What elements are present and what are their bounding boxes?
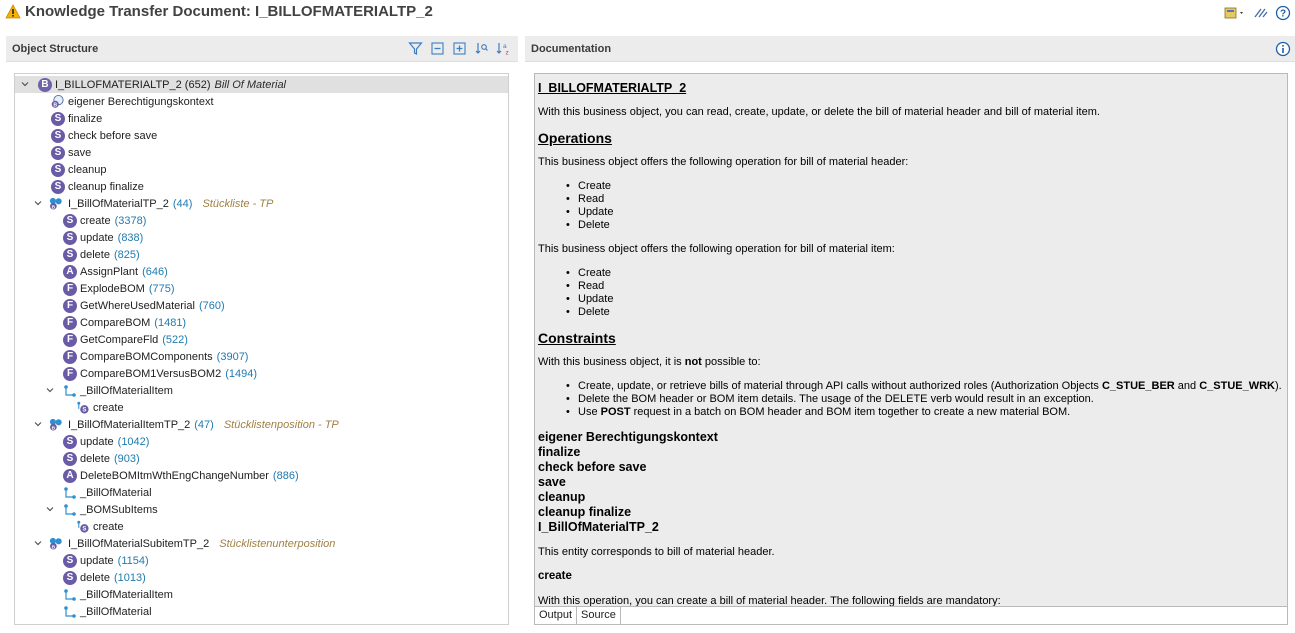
tree-count: (3378) [114,214,147,227]
action-a-icon: A [63,265,77,279]
tree-row-cleanup[interactable] [15,161,508,178]
tree-count: (1481) [154,316,187,329]
tree-count: (903) [113,452,140,465]
doc-create-text: With this operation, you can create a bill of material header. The following fields are mandatory: [538,595,1001,607]
doc-ops-item-text: This business object offers the following operation for bill of material item: [538,243,895,255]
tree-label: ExplodeBOM [80,282,145,295]
doc-bold-item: cleanup [538,490,586,504]
tab-source[interactable]: Source [577,607,621,624]
function-f-icon: F [63,350,77,364]
tree-row-assoc-bom-item[interactable] [15,382,508,399]
tree-row-assoc-bom[interactable] [15,484,508,501]
service-s-icon: S [63,231,77,245]
doc-list-item: • Delete [578,219,610,231]
svg-text:a: a [503,43,507,50]
chevron-down-icon[interactable] [33,198,43,208]
association-icon [63,588,77,602]
tree-row-compare-bom[interactable] [15,314,508,331]
function-f-icon: F [63,333,77,347]
tree-label: check before save [68,129,158,142]
association-icon [63,503,77,517]
tree-label: GetCompareFld [80,333,159,346]
tree-row-cleanup-finalize[interactable] [15,178,508,195]
tree-count: (3907) [216,350,249,363]
collapse-all-icon[interactable] [429,40,446,57]
doc-constraints-intro: With this business object, it is not possible to: [538,356,761,368]
tree-label: delete [80,571,110,584]
service-s-icon: S [51,112,65,126]
tree-count: (1494) [225,367,258,380]
tree-label: _BillOfMaterialItem [80,588,173,601]
tree-label: cleanup [68,163,107,176]
doc-constraint-item: • Use POST request in a batch on BOM header and BOM item together to create a new material BOM. [578,406,1070,418]
tree-row-assoc-bom-item[interactable] [15,586,508,603]
doc-list-item: • Create [578,267,611,279]
chevron-down-icon[interactable] [33,419,43,429]
doc-heading: I_BILLOFMATERIALTP_2 [538,81,687,95]
svg-text:z: z [505,49,509,56]
association-icon [63,486,77,500]
tree-count: (522) [162,333,188,346]
tree-label: GetWhereUsedMaterial [80,299,195,312]
tree-row-compare-bom-components[interactable] [15,348,508,365]
tree-row-save[interactable] [15,144,508,161]
tree-row-check-before-save[interactable] [15,127,508,144]
entity-label: I_BillOfMaterialItemTP_2 [68,418,191,431]
doc-bold-item: check before save [538,460,647,474]
tree-count: (760) [198,299,225,312]
doc-intro: With this business object, you can read, create, update, or delete the bill of material header and bill of material item. [538,106,1100,118]
auth-context-icon [51,95,65,109]
tree-label: CompareBOM1VersusBOM2 [80,367,222,380]
tree-label: _BOMSubItems [80,503,158,516]
tree-label: finalize [68,112,103,125]
function-f-icon: F [63,367,77,381]
service-s-icon: S [51,129,65,143]
window-title: Knowledge Transfer Document: I_BILLOFMATERIALTP_2 [25,3,433,20]
doc-list-item: • Read [578,193,604,205]
documentation-tabs [534,607,1288,625]
svg-text:B: B [51,425,56,431]
tree-row-entity-bom[interactable] [15,195,508,212]
tree-count: (1013) [113,571,146,584]
doc-bold-item: finalize [538,445,581,459]
tree-label: update [80,554,114,567]
svg-text:S: S [82,407,87,414]
sort-icon[interactable] [473,40,490,57]
service-s-icon: S [63,248,77,262]
tree-label: _BillOfMaterial [80,486,152,499]
tree-count: (1154) [117,554,149,567]
tree-label: create [80,214,111,227]
doc-list-item: • Delete [578,306,610,318]
entity-label: I_BillOfMaterialSubitemTP_2 [68,537,210,550]
doc-entity-text: This entity corresponds to bill of material header. [538,546,775,558]
tree-count: (646) [142,265,168,278]
function-f-icon: F [63,282,77,296]
tree-row-assoc-create[interactable] [15,399,508,416]
filter-icon[interactable] [407,40,424,57]
object-structure-header [6,36,518,62]
doc-list-item: • Update [578,206,613,218]
tree-row-assign-plant[interactable] [15,263,508,280]
chevron-down-icon[interactable] [45,504,55,514]
tree-count: (886) [272,469,299,482]
tree-row-explode-bom[interactable] [15,280,508,297]
tree-label: _BillOfMaterial [80,605,152,618]
tree-label: cleanup finalize [68,180,144,193]
tree-label: CompareBOMComponents [80,350,213,363]
chevron-down-icon[interactable] [20,79,30,89]
doc-create-heading: create [538,570,572,582]
tree-row-compare-bom1-versus-bom2[interactable] [15,365,508,382]
create-by-association-icon [76,401,90,415]
warning-icon [5,4,21,19]
entity-label: I_BillOfMaterialTP_2 [68,197,169,210]
tree-row-get-compare-fld[interactable] [15,331,508,348]
tree-row-update[interactable] [15,552,508,569]
doc-operations-heading: Operations [538,130,612,146]
entity-desc: Stücklistenposition - TP [223,418,339,431]
entity-count: (47) [194,418,214,431]
tree-label: eigener Berechtigungskontext [68,95,214,108]
tree-row-delete[interactable] [15,450,508,467]
tree-label: delete [80,248,110,261]
doc-list-item: • Create [578,180,611,192]
function-f-icon: F [63,316,77,330]
service-s-icon: S [51,146,65,160]
service-s-icon: S [63,435,77,449]
object-structure-title: Object Structure [12,42,99,55]
doc-constraint-item: • Create, update, or retrieve bills of material through API calls without authorized roles (Authorization Objects C_STUE_BER and C_STUE_WRK). [578,380,1282,392]
entity-desc: Stückliste - TP [202,197,274,210]
tree-label: create [93,520,124,533]
tree-label: update [80,231,114,244]
service-s-icon: S [63,554,77,568]
svg-text:?: ? [1279,8,1287,20]
tree-label: create [93,401,124,414]
tree-label: update [80,435,114,448]
tree-count: (838) [117,231,144,244]
association-icon [63,605,77,619]
tree-row-finalize[interactable] [15,110,508,127]
tree-row-entity-bom-subitem[interactable] [15,535,508,552]
service-s-icon: S [51,163,65,177]
link-icon[interactable] [1253,5,1269,21]
entity-icon [49,417,63,431]
tree-row-create[interactable] [15,212,508,229]
svg-text:B: B [51,204,56,210]
service-s-icon: S [63,571,77,585]
tree-count: (825) [113,248,140,261]
tree-row-delete[interactable] [15,569,508,586]
export-icon[interactable] [1223,5,1247,21]
svg-text:S: S [82,526,87,533]
sort-alphabetical-icon[interactable] [495,40,512,57]
tree-label: AssignPlant [80,265,139,278]
tree-label: save [68,146,92,159]
documentation-view[interactable] [534,73,1288,607]
tree-row-assoc-bom[interactable] [15,603,508,620]
doc-list-item: • Update [578,293,613,305]
doc-bold-item: save [538,475,566,489]
object-structure-tree[interactable] [14,73,509,625]
root-label: I_BILLOFMATERIALTP_2 (652) [55,78,211,91]
tree-row-delete[interactable] [15,246,508,263]
chevron-down-icon[interactable] [45,385,55,395]
documentation-title: Documentation [531,42,612,55]
entity-icon [49,196,63,210]
tree-row-delete-bom-item-eng[interactable] [15,467,508,484]
svg-text:B: B [53,102,58,109]
tree-row-entity-bom-item[interactable] [15,416,508,433]
documentation-header [525,36,1295,62]
tree-row-get-where-used[interactable] [15,297,508,314]
doc-list-item: • Read [578,280,604,292]
entity-desc: Stücklistenunterposition [219,537,336,550]
entity-count: (44) [172,197,193,210]
root-desc: Bill Of Material [214,78,287,91]
tree-row-assoc-create[interactable] [15,518,508,535]
tree-label: CompareBOM [80,316,151,329]
doc-constraints-heading: Constraints [538,330,616,346]
expand-all-icon[interactable] [451,40,468,57]
doc-bold-item: cleanup finalize [538,505,632,519]
tree-label: _BillOfMaterialItem [80,384,173,397]
tree-row-assoc-bom-subitems[interactable] [15,501,508,518]
help-icon[interactable] [1275,5,1291,21]
service-s-icon: S [63,214,77,228]
action-a-icon: A [63,469,77,483]
association-icon [63,384,77,398]
service-s-icon: S [63,452,77,466]
chevron-down-icon[interactable] [33,538,43,548]
service-s-icon: S [51,180,65,194]
create-by-association-icon [76,520,90,534]
svg-text:B: B [51,544,56,550]
info-icon[interactable] [1274,40,1291,57]
doc-ops-header-text: This business object offers the following operation for bill of material header: [538,156,909,168]
entity-icon [49,536,63,550]
tree-count: (1042) [117,435,150,448]
tree-row-update[interactable] [15,433,508,450]
tree-row-root[interactable] [15,76,508,93]
doc-bold-item: I_BillOfMaterialTP_2 [538,520,659,534]
tree-count: (775) [148,282,175,295]
tree-label: delete [80,452,110,465]
title-bar [0,0,1295,26]
business-object-icon: B [38,78,52,92]
tree-label: DeleteBOMItmWthEngChangeNumber [80,469,269,482]
tree-row-auth-context[interactable] [15,93,508,110]
doc-bold-item: eigener Berechtigungskontext [538,430,718,444]
doc-constraint-item: • Delete the BOM header or BOM item details. The usage of the DELETE verb would result in an exception. [578,393,1094,405]
tree-row-update[interactable] [15,229,508,246]
tab-output[interactable]: Output [535,607,577,624]
function-f-icon: F [63,299,77,313]
